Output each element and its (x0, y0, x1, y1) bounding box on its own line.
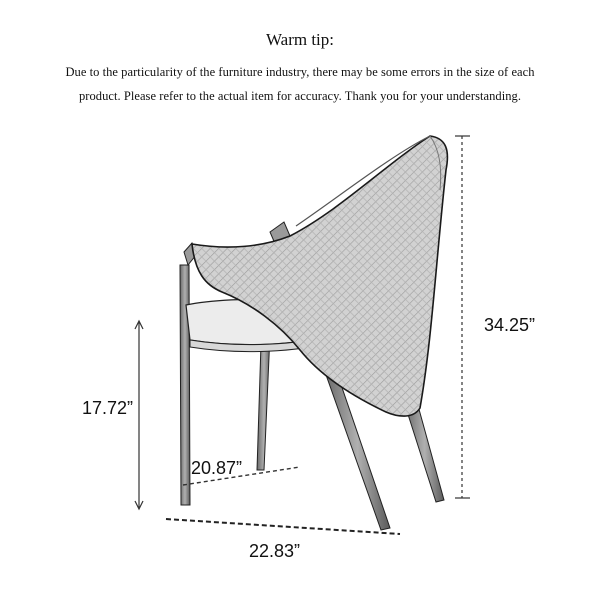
width-dimension-line (166, 519, 400, 534)
height-dimension-line (455, 136, 470, 498)
chair-woven-back (192, 136, 447, 416)
seat-depth-label: 20.87” (191, 458, 243, 478)
notice-text-line-2: product. Please refer to the actual item for accuracy. Thank you for your understanding. (78, 89, 522, 103)
overall-height-label: 34.25” (484, 315, 536, 335)
notice-text-line-1: Due to the particularity of the furniture industry, there may be some errors in the size of each (65, 65, 535, 79)
overall-width-label: 22.83” (249, 541, 301, 561)
seat-height-label: 17.72” (82, 398, 134, 418)
seat-height-dimension-line (135, 321, 143, 509)
notice-title: Warm tip: (265, 30, 335, 49)
